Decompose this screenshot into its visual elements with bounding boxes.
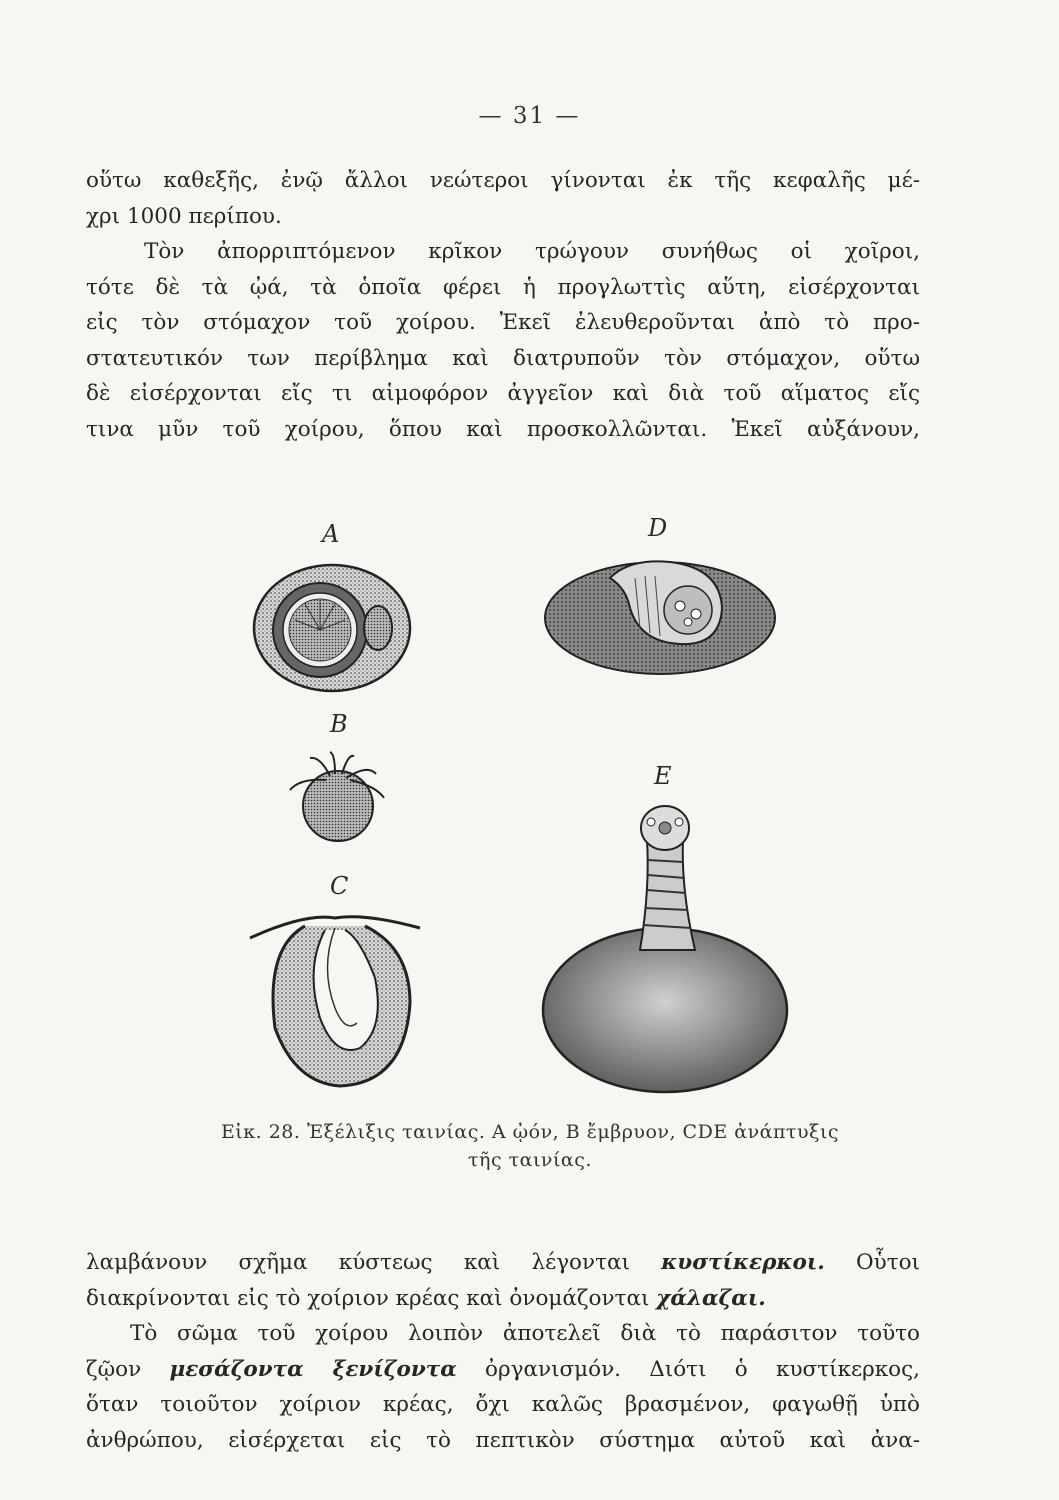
text-line: οὕτω καθεξῆς, ἐνῷ ἄλλοι νεώτεροι γίνονται ἐκ τῆς κεφαλῆς μέ-	[86, 168, 920, 193]
text-line: τότε δὲ τὰ ᾠά, τὰ ὁποῖα φέρει ἡ προγλωττὶς αὕτη, εἰσέρχονται	[86, 274, 920, 300]
term-kystikerkoi: κυστίκερκοι.	[661, 1250, 825, 1275]
text-line: τινα μῦν τοῦ χοίρου, ὅπου καὶ προσκολλῶνται. Ἐκεῖ αὐξάνουν,	[86, 416, 920, 442]
figure-label-b: B	[330, 710, 348, 738]
figure-tapeworm-development	[0, 500, 1059, 1100]
term-intermediate-host: μεσάζοντα ξενίζοντα	[169, 1356, 457, 1382]
text-line: ἀνθρώπου, εἰσέρχεται εἰς τὸ πεπτικὸν σύστημα αὐτοῦ καὶ ἀνα-	[86, 1427, 920, 1453]
text-line	[86, 1281, 920, 1317]
figure-label-c: C	[330, 872, 349, 900]
text-fragment: Οὗτοι	[856, 1250, 920, 1275]
text-line: χρι 1000 περίπου.	[86, 203, 282, 229]
embryo-drawing	[280, 748, 400, 848]
figure-label-d: D	[648, 514, 668, 542]
evaginated-scolex-drawing	[535, 800, 795, 1100]
text-fragment: λαμβάνουν σχῆμα κύστεως καὶ λέγονται	[86, 1250, 630, 1275]
text-line: στατευτικόν των περίβλημα καὶ διατρυποῦν τὸν στόμαχον, οὕτω	[86, 345, 920, 371]
egg-drawing	[250, 560, 420, 700]
cyst-invagination-drawing	[245, 908, 425, 1098]
text-line: δὲ εἰσέρχονται εἴς τι αἱμοφόρον ἀγγεῖον καὶ διὰ τοῦ αἵματος εἴς	[86, 381, 920, 406]
text-line: εἰς τὸν στόμαχον τοῦ χοίρου. Ἐκεῖ ἐλευθεροῦνται ἀπὸ τὸ προ-	[86, 310, 920, 335]
figure-caption	[110, 1118, 950, 1174]
top-paragraphs	[86, 163, 920, 447]
text-fragment: ζῷον	[86, 1356, 142, 1382]
text-fragment: διακρίνονται εἰς τὸ χοίριον κρέας καὶ ὀνομάζονται	[86, 1285, 650, 1311]
caption-line: τῆς ταινίας.	[468, 1149, 592, 1171]
text-line: ὅταν τοιοῦτον χοίριον κρέας, ὄχι καλῶς βρασμένον, φαγωθῇ ὑπὸ	[86, 1392, 920, 1417]
text-line: Τὸ σῶμα τοῦ χοίρου λοιπὸν ἀποτελεῖ διὰ τὸ παράσιτον τοῦτο	[130, 1321, 920, 1346]
text-line	[86, 1245, 920, 1281]
cysticercus-drawing	[540, 548, 780, 678]
caption-line: Εἰκ. 28. Ἐξέλιξις ταινίας. Α ᾠόν, Β ἔμβρυον, CDE ἀνάπτυξις	[220, 1121, 840, 1143]
text-line	[86, 1352, 920, 1388]
figure-label-a: A	[322, 520, 340, 548]
bottom-paragraphs	[86, 1245, 920, 1458]
page-number: — 31 —	[478, 103, 581, 129]
term-chalazai: χάλαζαι.	[656, 1285, 766, 1311]
text-fragment: ὀργανισμόν. Διότι ὁ κυστίκερκος,	[485, 1356, 920, 1382]
text-line: Τὸν ἀπορριπτόμενον κρῖκον τρώγουν συνήθως οἱ χοῖροι,	[144, 239, 920, 264]
figure-label-e: E	[654, 762, 672, 790]
